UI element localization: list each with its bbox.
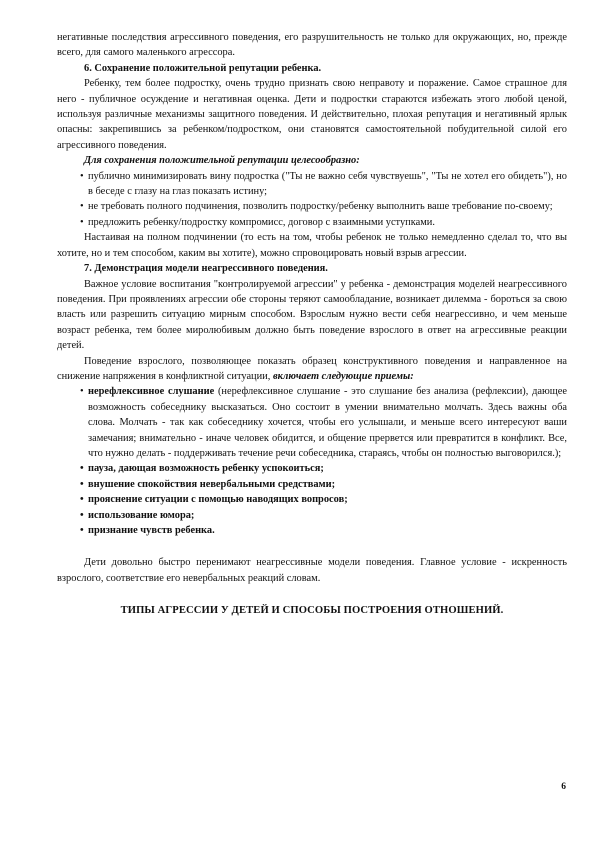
paragraph-reputation: Ребенку, тем более подростку, очень трудно признать свою неправоту и поражение. Самое страшное для него - публичное осуждение и негативная оценка. Дети и подростки стараются избежать этого любой ценой, используя различные механизмы защитного поведения. И действительно, плохая репутация и негативный ярлык опасны: закрепившись за ребенком/подростком, они становятся самостоятельной побудительной силой его агрессивного поведения. (57, 78, 567, 151)
list-item (81, 384, 567, 461)
section-heading-7: 7. Демонстрация модели неагрессивного поведения. (84, 263, 328, 275)
list-item: • предложить ребенку/подростку компромисс, договор с взаимными уступками. (81, 215, 567, 230)
adult-behavior-text: Поведение взрослого, позволяющее показать образец конструктивного поведения и направленное на снижение напряжения в конфликтной ситуации, (57, 355, 567, 382)
page-number: 6 (561, 782, 566, 792)
technique-description: (нерефлексивное слушание - это слушание без анализа (рефлексии), дающее возможность собеседнику высказаться. Оно состоит в умении внимательно молчать. Здесь важны оба слова. Молчать - так как собеседнику хочется, чтобы его услышали, и меньше всего интересуют ваши замечания; внимательно - иначе человек обидится, и общение прервется или превратится в конфликт. Все, что нужно делать - поддерживать течение речи собеседника, стараясь, чтобы он полностью выговорился.); (88, 386, 567, 459)
list-item: • внушение спокойствия невербальными средствами; (81, 477, 567, 492)
paragraph-adult-behavior (57, 354, 567, 385)
list-item: • признание чувств ребенка. (81, 523, 567, 538)
section-heading-6: 6. Сохранение положительной репутации ребенка. (84, 62, 322, 74)
reputation-tips-list (57, 169, 567, 231)
paragraph-non-aggressive-model: Важное условие воспитания "контролируемой агрессии" у ребенка - демонстрация моделей неагрессивного поведения. При проявлениях агрессии обе стороны теряют самообладание, возникает дилемма - бороться за свою власть или разрешить ситуацию мирным способом. Взрослым нужно вести себя неагрессивно, и чем меньше возраст ребенка, тем более миролюбивым должно быть поведение взрослого в ответ на агрессивные реакции детей. (57, 278, 567, 352)
list-item: • использование юмора; (81, 508, 567, 523)
adult-behavior-emphasis: включает следующие приемы: (272, 370, 414, 382)
technique-term: нерефлексивное слушание (88, 386, 215, 398)
paragraph-conclusion: Дети довольно быстро перенимают неагрессивные модели поведения. Главное условие - искренность взрослого, соответствие его невербальных реакций словам. (57, 557, 567, 584)
spacer (57, 586, 567, 603)
list-item: • пауза, дающая возможность ребенку успокоиться; (81, 461, 567, 476)
list-item: • публично минимизировать вину подростка ("Ты не важно себя чувствуешь", "Ты не хотел его обидеть"), но в беседе с глазу на глаз показать истину; (81, 169, 567, 200)
section-title: ТИПЫ АГРЕССИИ У ДЕТЕЙ И СПОСОБЫ ПОСТРОЕНИЯ ОТНОШЕНИЙ. (120, 605, 504, 617)
techniques-list (57, 384, 567, 538)
paragraph-consequences: негативные последствия агрессивного поведения, его разрушительность не только для окружающих, но, прежде всего, для самого маленького агрессора. (57, 32, 567, 59)
list-item: • прояснение ситуации с помощью наводящих вопросов; (81, 492, 567, 507)
spacer (57, 538, 567, 555)
paragraph-submission: Настаивая на полном подчинении (то есть на том, чтобы ребенок не только немедленно сделал то, что вы хотите, но и тем способом, каким вы хотите), можно спровоцировать новый взрыв агрессии. (57, 232, 567, 259)
document-page (57, 30, 567, 619)
list-item: • не требовать полного подчинения, позволить подростку/ребенку выполнить ваше требование по-своему; (81, 199, 567, 214)
subheading-reputation-tips: Для сохранения положительной репутации целесообразно: (84, 155, 360, 167)
